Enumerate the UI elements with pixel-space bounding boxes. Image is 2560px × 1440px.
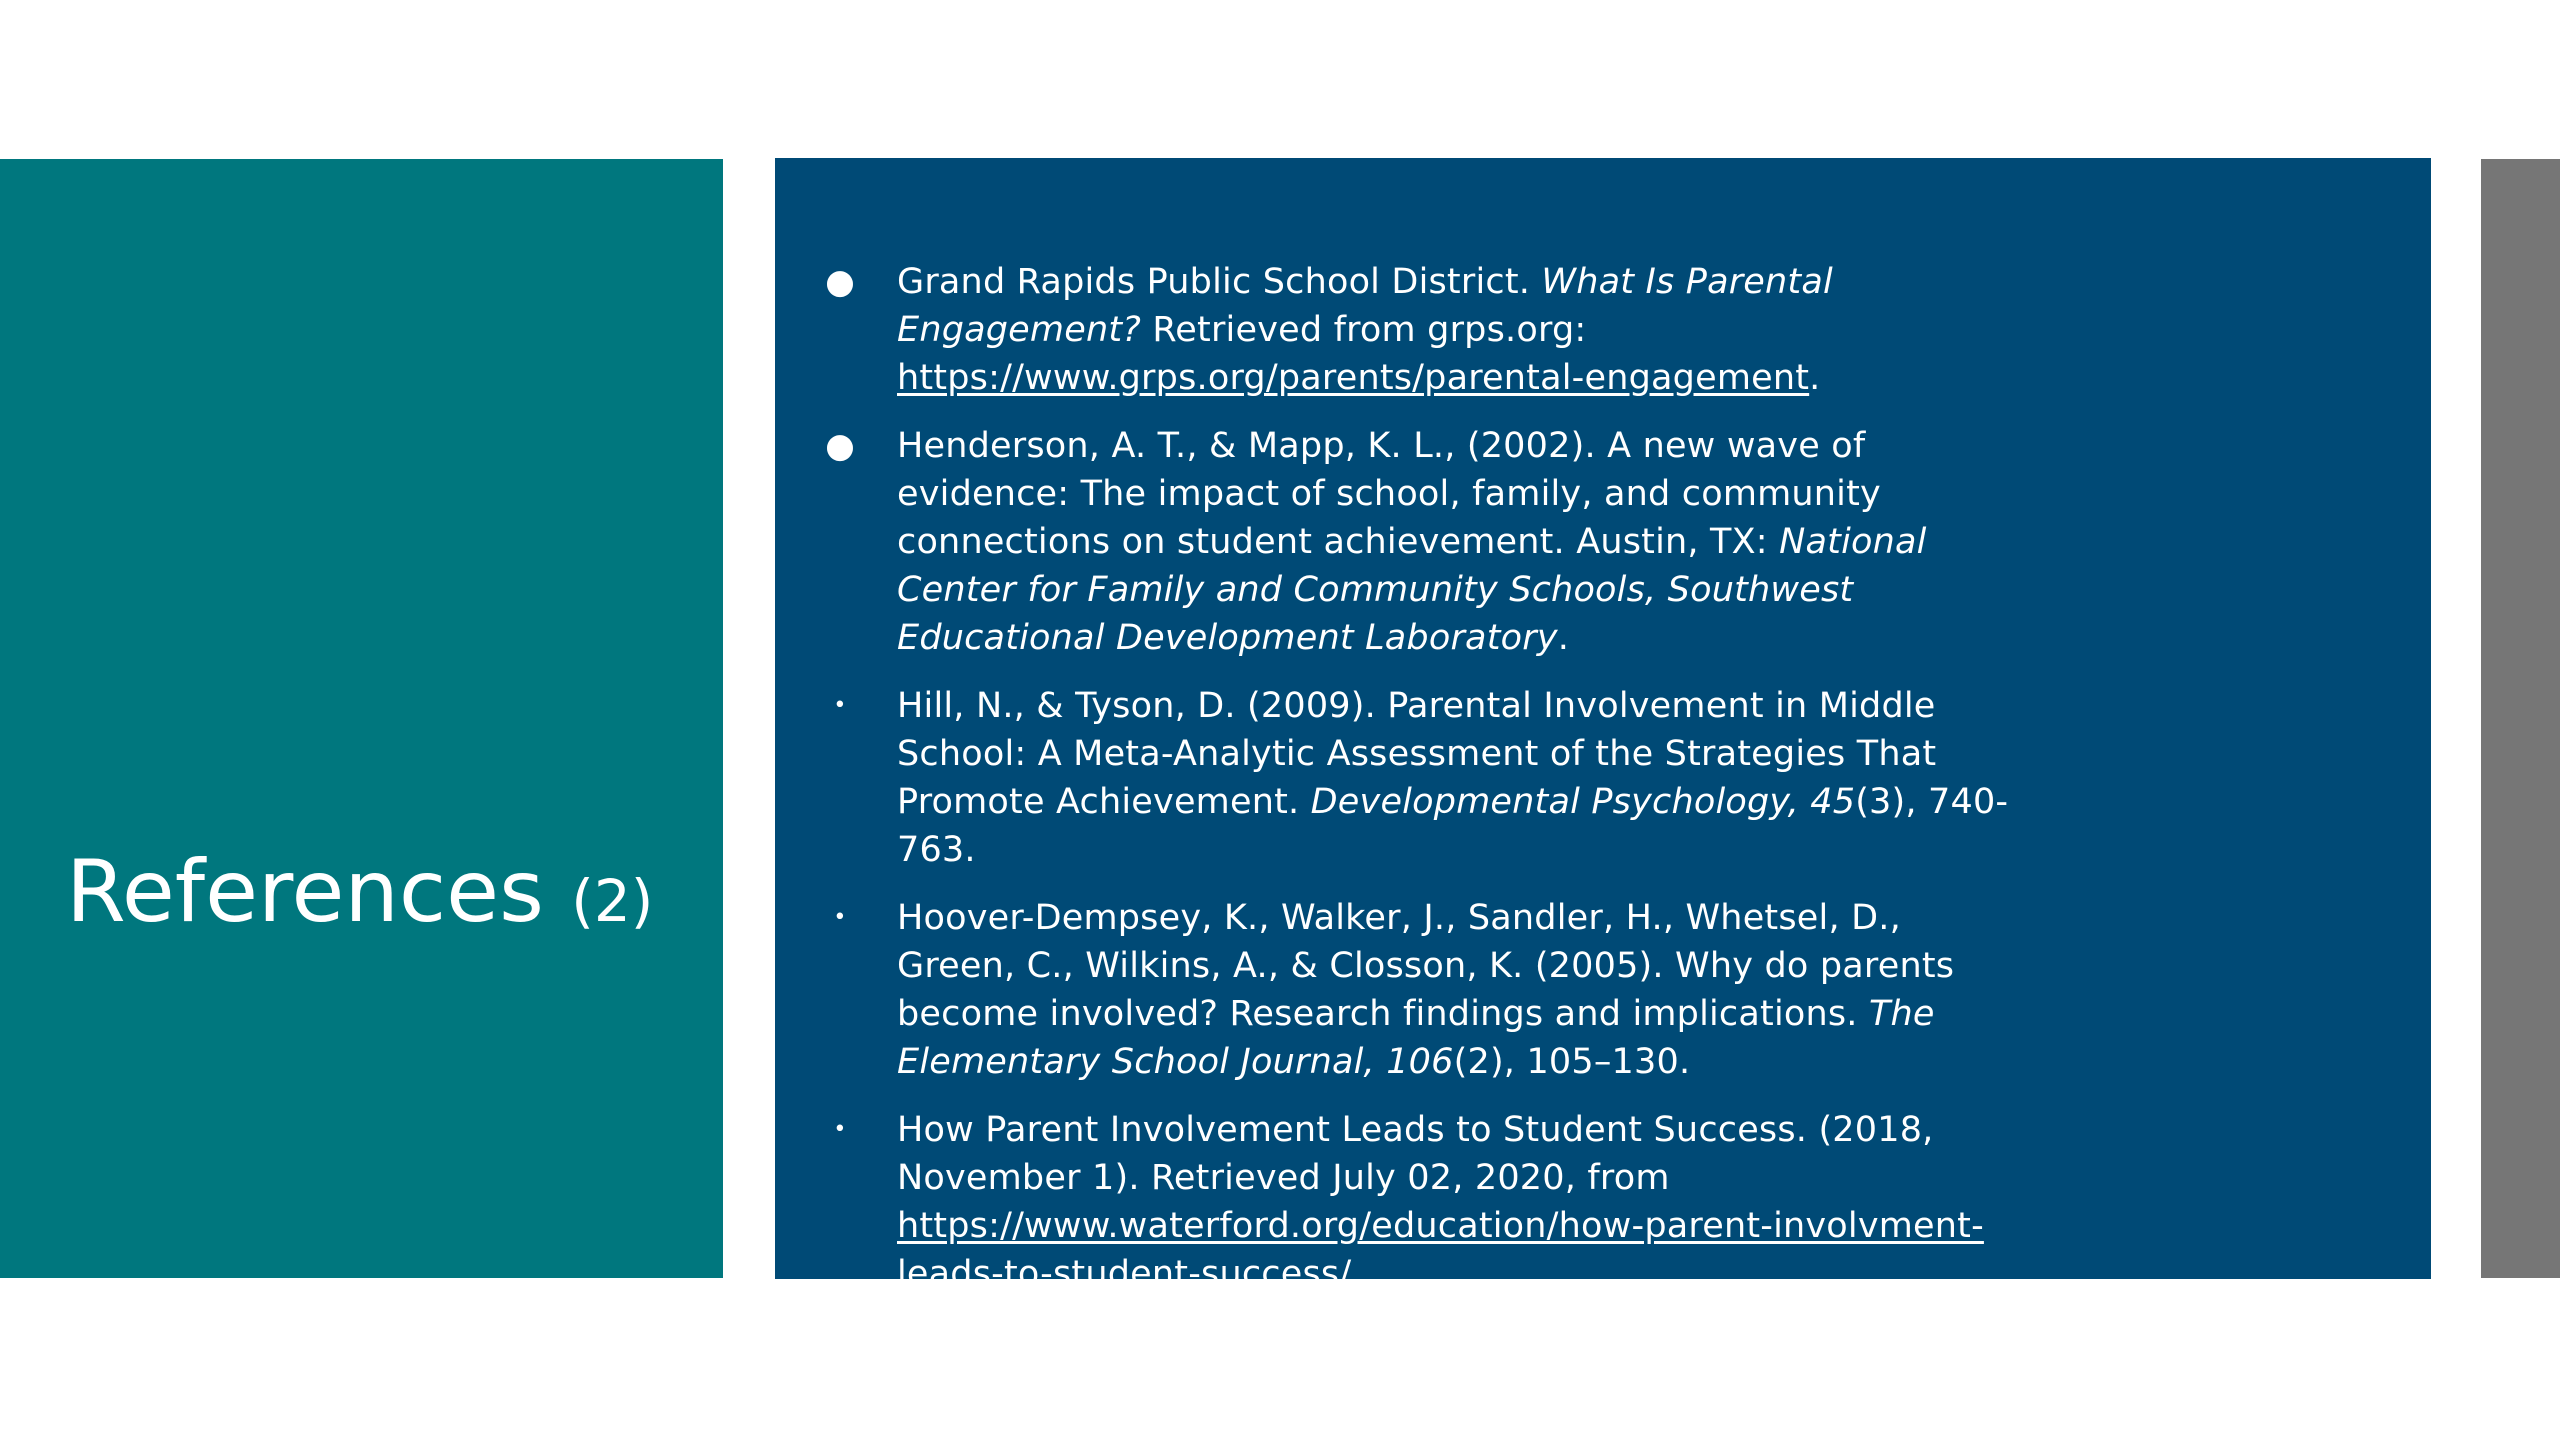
reference-journal: The Elementary School Journal, 106 [897, 994, 1935, 1082]
content-panel [775, 158, 2431, 1294]
reference-text: . [1809, 358, 1821, 398]
reference-item-hoover-dempsey [833, 894, 2027, 1086]
reference-text: Hill, N., & Tyson, D. (2009). Parental Involvement in Middle School: A Meta-Analytic Assessment of the Strategies That Promote Achievement. [897, 686, 1937, 822]
bullet-icon: ● [825, 426, 855, 466]
reference-item-hill [833, 682, 2027, 874]
reference-text: Henderson, A. T., & Mapp, K. L., (2002). A new wave of evidence: The impact of school, family, and community connections on student achievement. Austin, TX: [897, 426, 1881, 562]
slide-title-text: References [66, 842, 544, 942]
reference-text: (3), 740-763. [897, 782, 2009, 870]
bullet-icon: ● [825, 262, 855, 302]
reference-text: . [1557, 618, 1570, 658]
reference-link[interactable]: https://www.waterford.org/education/how-parent-involvment-leads-to-student-success/ [897, 1206, 1984, 1294]
reference-text: Retrieved from grps.org: [1141, 310, 1587, 350]
accent-bar [2481, 159, 2560, 1278]
slide-title-suffix: (2) [571, 867, 654, 935]
reference-item-waterford [833, 1106, 2027, 1298]
bullet-icon: • [833, 1117, 847, 1142]
slide-title [66, 842, 654, 942]
reference-text: How Parent Involvement Leads to Student Success. (2018, November 1). Retrieved July 02, 2020, from [897, 1110, 1934, 1198]
reference-list [825, 258, 2027, 1318]
reference-text: Hoover-Dempsey, K., Walker, J., Sandler, H., Whetsel, D., Green, C., Wilkins, A., & Closson, K. (2005). Why do parents become involved? Research findings and implications. [897, 898, 1955, 1034]
reference-text: (2), 105–130. [1453, 1042, 1691, 1082]
reference-journal: Developmental Psychology, 45 [1310, 782, 1856, 822]
title-panel [0, 159, 723, 1278]
reference-item-henderson [825, 422, 2027, 662]
reference-title: What Is Parental Engagement? [897, 262, 1833, 350]
reference-item-grps [825, 258, 2027, 402]
reference-publisher: National Center for Family and Community Schools, Southwest Educational Development Laboratory [897, 522, 1927, 658]
bullet-icon: • [833, 905, 847, 930]
bullet-icon: • [833, 693, 847, 718]
reference-text: Grand Rapids Public School District. [897, 262, 1542, 302]
reference-link[interactable]: https://www.grps.org/parents/parental-engagement [897, 358, 1810, 398]
